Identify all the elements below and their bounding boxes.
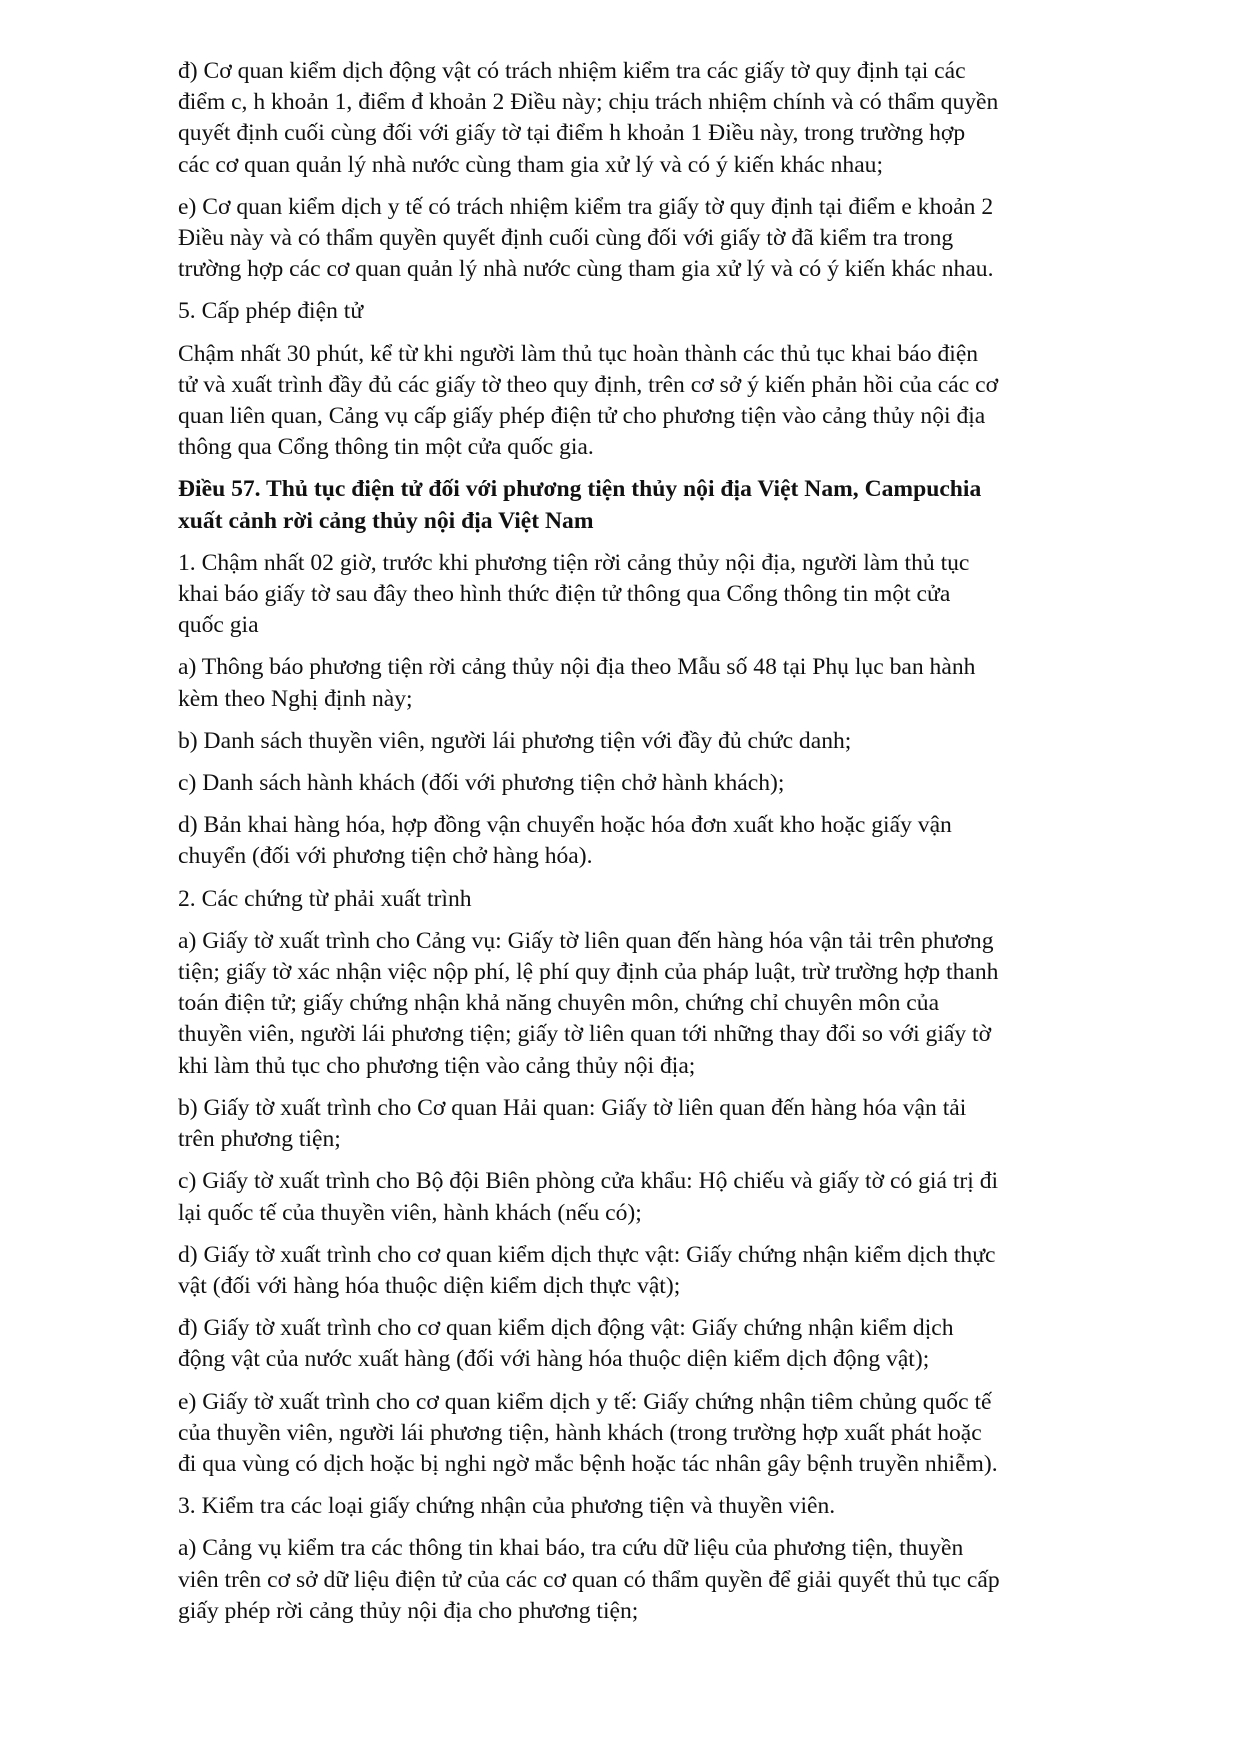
text-line: b) Giấy tờ xuất trình cho Cơ quan Hải quan: Giấy tờ liên quan đến hàng hóa vận tải: [178, 1094, 967, 1121]
text-line: a) Giấy tờ xuất trình cho Cảng vụ: Giấy tờ liên quan đến hàng hóa vận tải trên phương: [178, 927, 994, 954]
text-line: xuất cảnh rời cảng thủy nội địa Việt Nam: [178, 507, 594, 534]
paragraph: [178, 1533, 1128, 1627]
text-line: chuyển (đối với phương tiện chở hàng hóa).: [178, 843, 593, 870]
text-line: e) Cơ quan kiểm dịch y tế có trách nhiệm kiểm tra giấy tờ quy định tại điểm e khoản 2: [178, 193, 994, 220]
document-body: [178, 56, 1128, 1627]
paragraph: [178, 56, 1128, 181]
paragraph: [178, 810, 1128, 872]
paragraph: [178, 1240, 1128, 1302]
paragraph: [178, 652, 1128, 714]
paragraph: [178, 926, 1128, 1082]
text-line: c) Giấy tờ xuất trình cho Bộ đội Biên phòng cửa khẩu: Hộ chiếu và giấy tờ có giá trị đi: [178, 1168, 999, 1195]
text-line: trên phương tiện;: [178, 1126, 341, 1153]
text-line: đ) Cơ quan kiểm dịch động vật có trách nhiệm kiểm tra các giấy tờ quy định tại các: [178, 58, 966, 84]
text-line: giấy phép rời cảng thủy nội địa cho phương tiện;: [178, 1597, 639, 1624]
text-line: của thuyền viên, người lái phương tiện, hành khách (trong trường hợp xuất phát hoặc: [178, 1419, 982, 1446]
paragraph: [178, 192, 1128, 286]
text-line: quyết định cuối cùng đối với giấy tờ tại điểm h khoản 1 Điều này, trong trường hợp: [178, 120, 966, 147]
text-line: Điều 57. Thủ tục điện tử đối với phương tiện thủy nội địa Việt Nam, Campuchia: [178, 476, 982, 503]
text-line: e) Giấy tờ xuất trình cho cơ quan kiểm dịch y tế: Giấy chứng nhận tiêm chủng quốc tế: [178, 1388, 992, 1415]
text-line: b) Danh sách thuyền viên, người lái phương tiện với đầy đủ chức danh;: [178, 727, 852, 754]
text-line: thuyền viên, người lái phương tiện; giấy tờ liên quan tới những thay đổi so với giấy tờ: [178, 1021, 992, 1048]
text-line: lại quốc tế của thuyền viên, hành khách (nếu có);: [178, 1199, 642, 1226]
paragraph: [178, 1093, 1128, 1155]
paragraph: [178, 1387, 1128, 1481]
text-line: 3. Kiểm tra các loại giấy chứng nhận của phương tiện và thuyền viên.: [178, 1493, 836, 1520]
text-line: a) Thông báo phương tiện rời cảng thủy nội địa theo Mẫu số 48 tại Phụ lục ban hành: [178, 654, 976, 681]
text-line: kèm theo Nghị định này;: [178, 685, 413, 712]
text-line: Điều này và có thẩm quyền quyết định cuối cùng đối với giấy tờ đã kiểm tra trong: [178, 225, 954, 252]
text-line: thông qua Cổng thông tin một cửa quốc gia.: [178, 434, 594, 461]
text-line: d) Bản khai hàng hóa, hợp đồng vận chuyển hoặc hóa đơn xuất kho hoặc giấy vận: [178, 812, 952, 839]
paragraph: [178, 768, 1128, 799]
paragraph: [178, 296, 1128, 327]
text-line: điểm c, h khoản 1, điểm đ khoản 2 Điều này; chịu trách nhiệm chính và có thẩm quyền: [178, 89, 999, 116]
text-line: toán điện tử; giấy chứng nhận khả năng chuyên môn, chứng chỉ chuyên môn của: [178, 990, 940, 1017]
text-line: vật (đối với hàng hóa thuộc diện kiểm dịch thực vật);: [178, 1272, 681, 1299]
text-line: 1. Chậm nhất 02 giờ, trước khi phương tiện rời cảng thủy nội địa, người làm thủ tục: [178, 549, 970, 576]
text-line: c) Danh sách hành khách (đối với phương tiện chở hành khách);: [178, 770, 785, 797]
paragraph: [178, 884, 1128, 915]
text-line: tiện; giấy tờ xác nhận việc nộp phí, lệ phí quy định của pháp luật, trừ trường hợp thanh: [178, 959, 999, 986]
text-line: tử và xuất trình đầy đủ các giấy tờ theo quy định, trên cơ sở ý kiến phản hồi của các cơ: [178, 371, 999, 398]
text-line: khai báo giấy tờ sau đây theo hình thức điện tử thông qua Cổng thông tin một cửa: [178, 581, 951, 608]
text-line: d) Giấy tờ xuất trình cho cơ quan kiểm dịch thực vật: Giấy chứng nhận kiểm dịch thực: [178, 1241, 996, 1268]
text-line: Chậm nhất 30 phút, kể từ khi người làm thủ tục hoàn thành các thủ tục khai báo điện: [178, 340, 979, 367]
text-line: a) Cảng vụ kiểm tra các thông tin khai báo, tra cứu dữ liệu của phương tiện, thuyền: [178, 1535, 964, 1562]
paragraph: [178, 339, 1128, 464]
text-line: viên trên cơ sở dữ liệu điện tử của các cơ quan có thẩm quyền để giải quyết thủ tục cấp: [178, 1566, 1000, 1593]
text-line: quốc gia: [178, 612, 259, 639]
text-line: khi làm thủ tục cho phương tiện vào cảng thủy nội địa;: [178, 1052, 696, 1079]
paragraph: [178, 548, 1128, 642]
text-line: các cơ quan quản lý nhà nước cùng tham gia xử lý và có ý kiến khác nhau;: [178, 151, 884, 178]
text-line: 2. Các chứng từ phải xuất trình: [178, 885, 472, 912]
text-line: đi qua vùng có dịch hoặc bị nghi ngờ mắc bệnh hoặc tác nhân gây bệnh truyền nhiễm).: [178, 1450, 998, 1477]
paragraph: [178, 1166, 1128, 1228]
text-line: quan liên quan, Cảng vụ cấp giấy phép điện tử cho phương tiện vào cảng thủy nội địa: [178, 403, 986, 430]
text-line: đ) Giấy tờ xuất trình cho cơ quan kiểm dịch động vật: Giấy chứng nhận kiểm dịch: [178, 1315, 954, 1342]
document-page: [178, 56, 1128, 1638]
text-line: động vật của nước xuất hàng (đối với hàng hóa thuộc diện kiểm dịch động vật);: [178, 1346, 930, 1373]
paragraph: [178, 1491, 1128, 1522]
paragraph: [178, 726, 1128, 757]
text-line: 5. Cấp phép điện tử: [178, 298, 364, 325]
article-heading: [178, 474, 1128, 536]
paragraph: [178, 1313, 1128, 1375]
text-line: trường hợp các cơ quan quản lý nhà nước cùng tham gia xử lý và có ý kiến khác nhau.: [178, 256, 994, 283]
